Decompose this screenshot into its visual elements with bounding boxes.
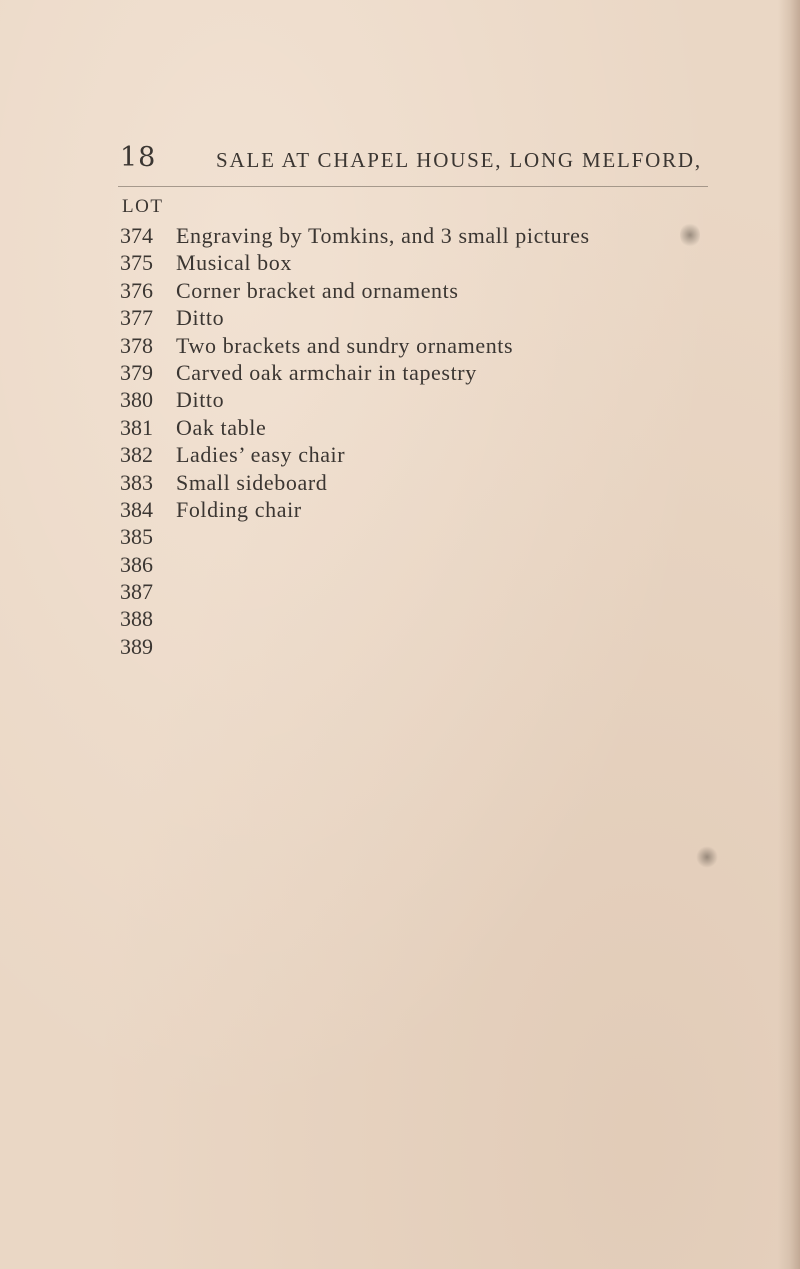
running-head: SALE AT CHAPEL HOUSE, LONG MELFORD, (216, 148, 702, 172)
lot-row (120, 223, 590, 250)
lot-column-label: LOT (122, 196, 164, 217)
lot-description: Ditto (176, 387, 225, 413)
lot-description: Ladies’ easy chair (176, 442, 346, 468)
lot-number: 382 (120, 442, 153, 468)
lot-number: 379 (120, 359, 153, 385)
lot-number: 387 (120, 579, 153, 605)
lot-number: 383 (120, 469, 153, 495)
lot-row (120, 250, 590, 277)
lot-description: Folding chair (176, 496, 302, 522)
lot-row (120, 552, 590, 579)
lot-row (120, 634, 590, 661)
lot-description: Two brackets and sundry ornaments (176, 332, 514, 358)
lot-row (120, 278, 590, 305)
lot-number: 375 (120, 250, 153, 276)
lot-row (120, 497, 590, 524)
lot-number: 377 (120, 305, 153, 331)
page-number: 18 (120, 142, 157, 173)
lot-row (120, 360, 590, 387)
lot-number: 376 (120, 277, 153, 303)
lot-number: 388 (120, 606, 153, 632)
lot-description: Small sideboard (176, 469, 328, 495)
lot-description: Corner bracket and ornaments (176, 277, 459, 303)
lot-number: 378 (120, 332, 153, 358)
lot-number: 381 (120, 414, 153, 440)
lot-number: 384 (120, 496, 153, 522)
lot-list (120, 223, 590, 661)
lot-number: 385 (120, 524, 153, 550)
header-rule (118, 186, 708, 187)
lot-row (120, 524, 590, 551)
lot-row (120, 579, 590, 606)
lot-description: Musical box (176, 250, 292, 276)
lot-row (120, 606, 590, 633)
paper-blemish (680, 222, 700, 248)
lot-number: 386 (120, 551, 153, 577)
lot-number: 380 (120, 387, 153, 413)
lot-description: Ditto (176, 305, 225, 331)
lot-row (120, 333, 590, 360)
lot-row (120, 442, 590, 469)
lot-row (120, 470, 590, 497)
paper-blemish (696, 846, 718, 868)
lot-row (120, 387, 590, 414)
lot-number: 389 (120, 633, 153, 659)
page-edge-shadow (778, 0, 800, 1269)
lot-description: Oak table (176, 414, 267, 440)
lot-description: Carved oak armchair in tapestry (176, 359, 477, 385)
lot-number: 374 (120, 223, 153, 248)
lot-row (120, 415, 590, 442)
lot-description: Engraving by Tomkins, and 3 small pictures (176, 223, 590, 248)
lot-row (120, 305, 590, 332)
